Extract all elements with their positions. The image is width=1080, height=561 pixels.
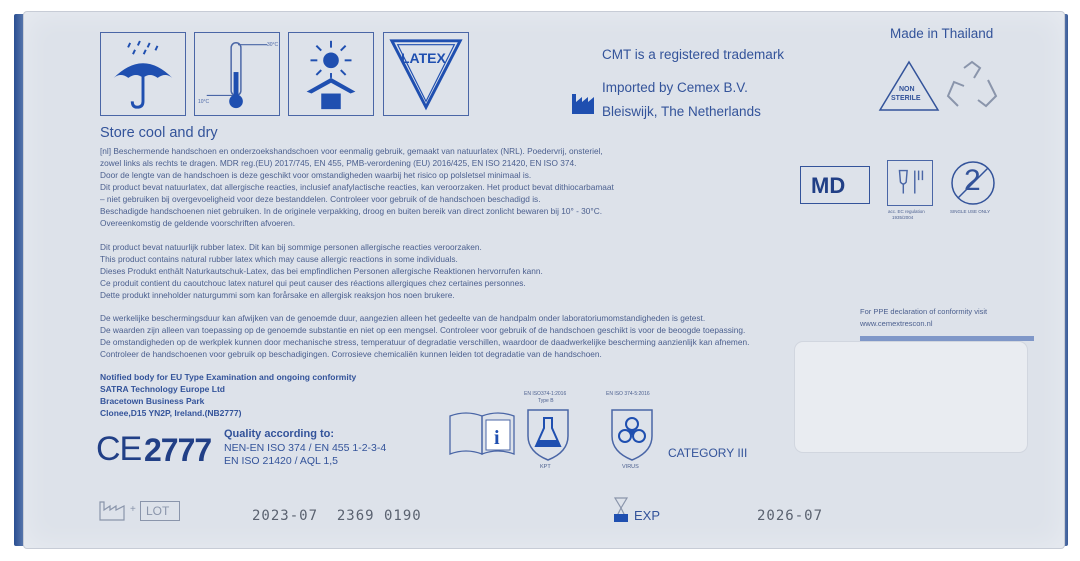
- chem-code: KPT: [540, 464, 551, 470]
- virus-standard-label: EN ISO 374-5:2016: [606, 391, 650, 397]
- dutch-line: Door de lengte van de handschoen is deze geschikt voor omstandigheden waarbij het risico op polsletsel minimaal is.: [100, 170, 532, 180]
- ec-caption: acc. EC regulation: [888, 209, 925, 214]
- single-use-icon: [950, 160, 996, 206]
- notified-body-line: Notified body for EU Type Examination and ongoing conformity: [100, 372, 357, 382]
- temperature-limit-icon: [194, 32, 280, 116]
- allergy-line: Ce produit contient du caoutchouc latex naturel qui peut causer des réactions allergiques chez certaines personnes.: [100, 278, 526, 288]
- allergy-line: Dit product bevat natuurlijk rubber latex. Dit kan bij sommige personen allergische reacties veroorzaken.: [100, 242, 482, 252]
- dutch-line: Beschadigde handschoenen niet gebruiken. In de originele verpakking, droog en buiten bereik van direct zonlicht bewaren bij 10° - 30°C.: [100, 206, 603, 216]
- single-use-number: 2: [964, 164, 981, 197]
- lot-label: LOT: [146, 504, 170, 518]
- notified-body-line: SATRA Technology Europe Ltd: [100, 384, 225, 394]
- chem-type-label: Type B: [538, 398, 554, 404]
- latex-label: LATEX: [401, 50, 446, 66]
- chem-standard-label: EN ISO374-1:2016: [524, 391, 567, 397]
- temp-high-label: 30°C: [267, 42, 279, 48]
- quality-line: EN ISO 21420 / AQL 1,5: [224, 455, 339, 467]
- lot-box: [140, 501, 180, 521]
- protection-line: Controleer de handschoenen voor gebruik op beschadigingen. Corrosieve chemicaliën kunnen leiden tot degradatie van de handschoen.: [100, 349, 602, 359]
- storage-instruction: Store cool and dry: [100, 125, 218, 141]
- keep-dry-umbrella-icon: [100, 32, 186, 116]
- dutch-line: – niet gebruiken bij overgevoeligheid voor deze bestanddelen. Controleer voor gebruik of de handschoen beschadigd is.: [100, 194, 541, 204]
- quality-title: Quality according to:: [224, 428, 335, 440]
- sterile-label: STERILE: [891, 95, 921, 102]
- hourglass-expiry-icon: [612, 496, 630, 524]
- single-use-caption: SINGLE USE ONLY: [950, 209, 991, 214]
- non-label: NON: [899, 86, 915, 93]
- dutch-line: zowel links als rechts te dragen. MDR reg.(EU) 2017/745, EN 455, PMB-verordening (EU) 2016/425, EN ISO 21420, EN ISO 374.: [100, 158, 577, 168]
- lot-number: 2023-07 2369 0190: [252, 508, 422, 524]
- ppe-category: CATEGORY III: [668, 446, 748, 460]
- dutch-line: [nl] Beschermende handschoen en onderzoekshandschoen voor eenmalig gebruik, gemaakt van natuurlatex (NRL). Poedervrij, onsteriel,: [100, 146, 603, 156]
- protection-line: De omstandigheden op de werkplek kunnen door mechanische stress, temperatuur of degradatie verschillen, waardoor de daadwerkelijke bescherming aanzienlijk kan afnemen.: [100, 337, 750, 347]
- food-contact-glass-fork-icon: [887, 160, 933, 206]
- blank-label-sticker: [795, 342, 1027, 452]
- biohazard-virus-icon: [608, 406, 656, 462]
- consult-instructions-icon: [448, 410, 516, 456]
- importer-location: Bleiswijk, The Netherlands: [602, 104, 761, 119]
- md-label: MD: [811, 173, 846, 198]
- allergy-line: Dieses Produkt enthält Naturkautschuk-Latex, das bei empfindlichen Personen allergische Reaktionen hervorrufen kann.: [100, 266, 543, 276]
- exp-label: EXP: [634, 508, 661, 523]
- manufacturer-factory-icon: [570, 88, 598, 116]
- trademark-text: CMT is a registered trademark: [602, 47, 785, 62]
- protection-line: De werkelijke beschermingsduur kan afwijken van de genoemde duur, aangezien alleen het gedeelte van de handpalm onder laboratoriumomstandigheden is getest.: [100, 313, 706, 323]
- allergy-line: This product contains natural rubber latex which may cause allergic reactions in some individuals.: [100, 254, 458, 264]
- notified-body-number: 2777: [144, 432, 212, 468]
- protection-line: De waarden zijn alleen van toepassing op de genoemde substantie en niet op een mengsel. Controleer voor gebruik of de handschoen geschikt is voor de beoogde toepassing.: [100, 325, 746, 335]
- plus-separator: +: [130, 504, 136, 515]
- temp-low-label: 10°C: [198, 99, 210, 105]
- ec-caption: 1935/2004: [892, 215, 914, 220]
- ppe-declaration-url: www.cemextrescon.nl: [860, 319, 933, 328]
- manufacture-date-icon: [98, 498, 128, 522]
- notified-body-line: Clonee,D15 YN2P, Ireland.(NB2777): [100, 408, 242, 418]
- quality-line: NEN-EN ISO 374 / EN 455 1-2-3-4: [224, 442, 387, 454]
- expiry-date: 2026-07: [757, 508, 824, 524]
- dutch-line: Overeenkomstig de geldende voorschriften afvoeren.: [100, 218, 296, 228]
- dutch-line: Dit product bevat natuurlatex, dat allergische reacties, inclusief anafylactische reacties, kan veroorzaken. Het product bevat dithiocarbamaat: [100, 182, 614, 192]
- non-sterile-badge: [878, 60, 940, 114]
- allergy-line: Dette produkt inneholder naturgummi som kan forårsake en allergisk reaksjon hos noen brukere.: [100, 290, 455, 300]
- ppe-declaration-text: For PPE declaration of conformity visit: [860, 307, 988, 316]
- virus-code: VIRUS: [622, 464, 639, 470]
- svg-text:i: i: [494, 427, 500, 449]
- importer-text: Imported by Cemex B.V.: [602, 80, 748, 95]
- latex-warning-icon: [383, 32, 469, 116]
- ce-mark: CE: [96, 430, 142, 468]
- medical-device-badge: [800, 166, 870, 204]
- keep-away-from-sunlight-icon: [288, 32, 374, 116]
- notified-body-line: Bracetown Business Park: [100, 396, 205, 406]
- recycle-icon: [944, 58, 1000, 114]
- chemical-protection-flask-icon: [524, 406, 572, 462]
- ppe-underline: [860, 336, 1034, 341]
- made-in-text: Made in Thailand: [890, 26, 994, 41]
